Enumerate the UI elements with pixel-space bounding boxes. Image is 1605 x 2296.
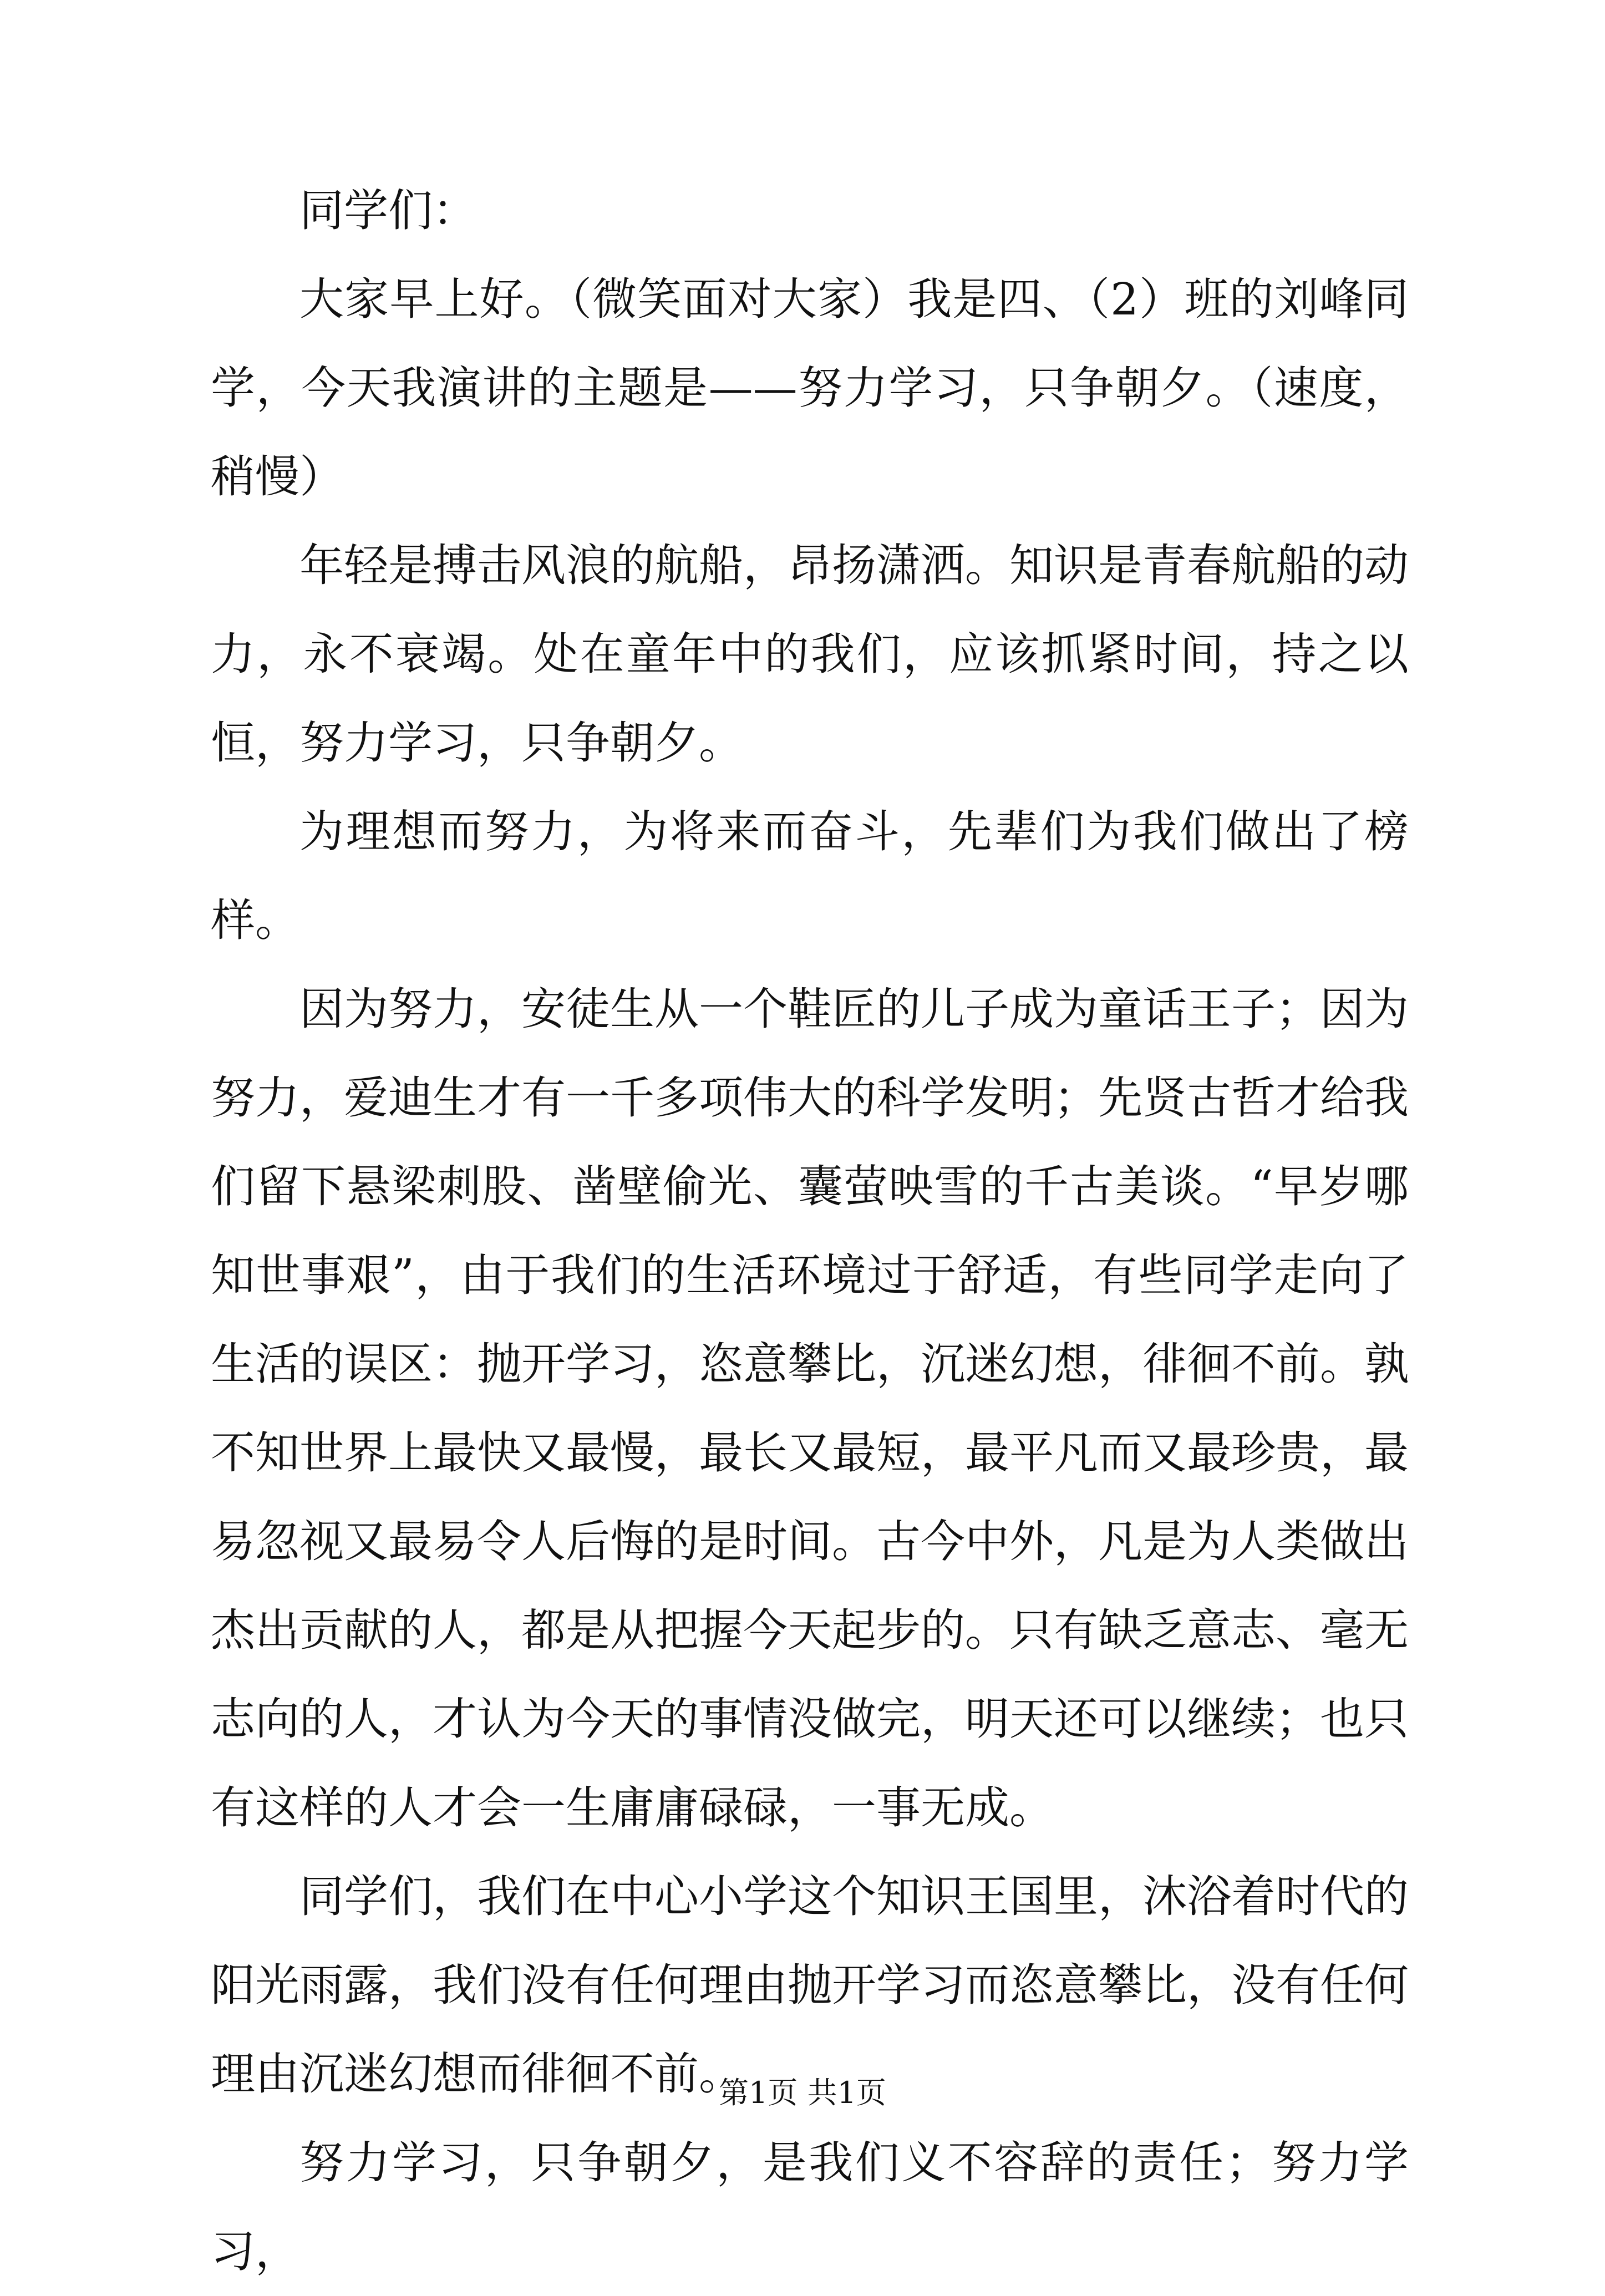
paragraph-school: 同学们，我们在中心小学这个知识王国里，沐浴着时代的阳光雨露，我们没有任何理由抛开学习而恣意攀比，没有任何理由沉迷幻想而徘徊不前。 [211, 1871, 1409, 2100]
paragraph-youth: 年轻是搏击风浪的航船，昂扬潇洒。知识是青春航船的动力，永不衰竭。处在童年中的我们，应该抓紧时间，持之以恒，努力学习，只争朝夕。 [211, 540, 1409, 769]
paragraph-examples: 因为努力，安徒生从一个鞋匠的儿子成为童话王子；因为努力，爱迪生才有一千多项伟大的科学发明；先贤古哲才给我们留下悬梁刺股、凿壁偷光、囊萤映雪的千古美谈。“早岁哪知世事艰”，由于我们的生活环境过于舒适，有些同学走向了生活的误区：抛开学习，恣意攀比，沉迷幻想，徘徊不前。孰不知世界上最快又最慢，最长又最短，最平凡而又最珍贵，最易忽视又最易令人后悔的是时间。古今中外，凡是为人类做出杰出贡献的人，都是从把握今天起步的。只有缺乏意志、毫无志向的人，才认为今天的事情没做完，明天还可以继续；也只有这样的人才会一生庸庸碌碌，一事无成。 [211, 983, 1409, 1833]
paragraph-greeting: 大家早上好。（微笑面对大家）我是四、（2）班的刘峰同学，今天我演讲的主题是——努力学习，只争朝夕。（速度，稍慢） [211, 273, 1409, 502]
page-footer: 第1页 共1页 [719, 2075, 886, 2110]
paragraph-responsibility: 努力学习，只争朝夕，是我们义不容辞的责任；努力学习， [211, 2137, 1409, 2277]
document-body [211, 166, 1409, 2296]
paragraph-ideals: 为理想而努力，为将来而奋斗，先辈们为我们做出了榜样。 [211, 806, 1409, 946]
paragraph-salutation: 同学们： [299, 185, 477, 236]
